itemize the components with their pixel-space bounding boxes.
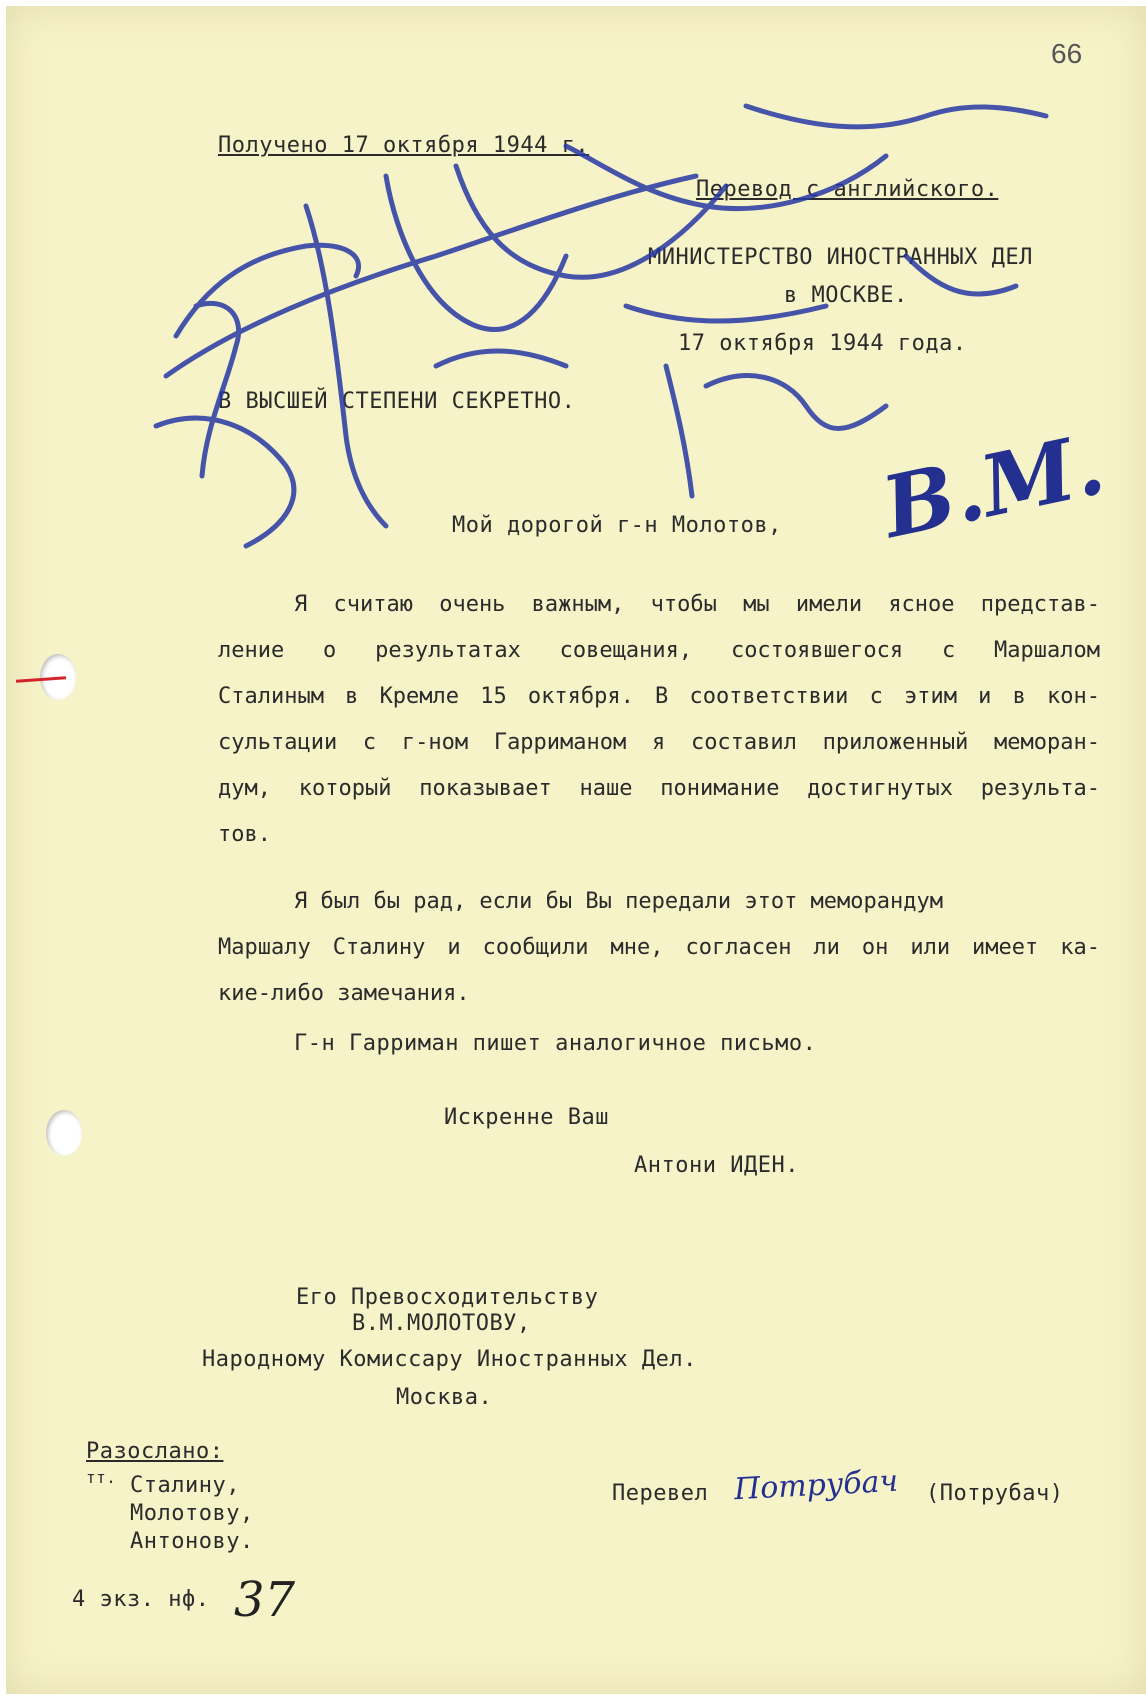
- paragraph-line: Я был бы рад, если бы Вы передали этот меморандум: [294, 889, 944, 914]
- paragraph-line: ление о результатах совещания, состоявшегося с Маршалом: [218, 638, 1100, 663]
- translator-label: Перевел: [612, 1481, 709, 1506]
- resolution-initials: В.М.: [874, 413, 1113, 558]
- paragraph-3: Г-н Гарриман пишет аналогичное письмо.: [294, 1031, 817, 1056]
- ink-stroke: [706, 376, 886, 429]
- paragraph-line: Сталиным в Кремле 15 октября. В соответствии с этим и в кон-: [218, 684, 1100, 709]
- received-stamp: Получено 17 октября 1944 г.: [218, 133, 590, 158]
- letter-signature: Антони ИДЕН.: [634, 1153, 799, 1178]
- addressee-line: Народному Комиссару Иностранных Дел.: [202, 1347, 697, 1372]
- ink-stroke: [166, 176, 696, 376]
- ministry-heading: МИНИСТЕРСТВО ИНОСТРАННЫХ ДЕЛ: [648, 245, 1033, 270]
- page-number: 66: [1051, 38, 1083, 69]
- ink-stroke: [386, 176, 566, 330]
- classification-mark: В ВЫСШЕЙ СТЕПЕНИ СЕКРЕТНО.: [218, 389, 576, 414]
- distribution-name: Антонову.: [130, 1529, 254, 1554]
- distribution-name: Молотову,: [130, 1501, 254, 1526]
- addressee-line: Его Превосходительству: [296, 1285, 599, 1310]
- paragraph-line: кие-либо замечания.: [218, 981, 470, 1006]
- translation-note: Перевод с английского.: [696, 177, 999, 202]
- paragraph-line: тов.: [218, 822, 271, 847]
- letter-date: 17 октября 1944 года.: [678, 331, 967, 356]
- ministry-city: в МОСКВЕ.: [784, 283, 908, 308]
- copies-note: 4 экз. нф.: [72, 1587, 210, 1612]
- ink-stroke: [746, 106, 1046, 127]
- handwritten-number: 37: [234, 1572, 296, 1628]
- distribution-prefix: тт.: [86, 1468, 117, 1487]
- distribution-header: Разослано:: [86, 1439, 224, 1464]
- ink-stroke: [666, 366, 692, 496]
- paragraph-line: сультации с г-ном Гарриманом я составил приложенный меморан-: [218, 730, 1100, 755]
- paragraph-line: дум, который показывает наше понимание достигнутых результа-: [218, 776, 1100, 801]
- translator-name: (Потрубач): [926, 1481, 1064, 1506]
- document-page: [6, 6, 1146, 1694]
- punch-hole: [46, 1110, 82, 1156]
- ink-stroke: [306, 206, 386, 526]
- paragraph-1: [218, 591, 1100, 849]
- addressee-line: Москва.: [396, 1385, 493, 1410]
- translator-handwritten-signature: Потрубач: [733, 1463, 899, 1508]
- ink-stroke: [176, 245, 359, 336]
- paragraph-line: Маршалу Сталину и сообщили мне, согласен ли он или имеет ка-: [218, 935, 1100, 960]
- addressee-line: В.М.МОЛОТОВУ,: [352, 1311, 531, 1336]
- ink-stroke: [436, 351, 566, 366]
- distribution-name: Сталину,: [130, 1473, 240, 1498]
- paragraph-line: Я считаю очень важным, чтобы мы имели ясное представ-: [294, 592, 1100, 617]
- salutation: Мой дорогой г-н Молотов,: [452, 513, 782, 538]
- ink-stroke: [156, 418, 294, 546]
- letter-closing: Искренне Ваш: [444, 1105, 609, 1130]
- paragraph-2: [218, 888, 1100, 1008]
